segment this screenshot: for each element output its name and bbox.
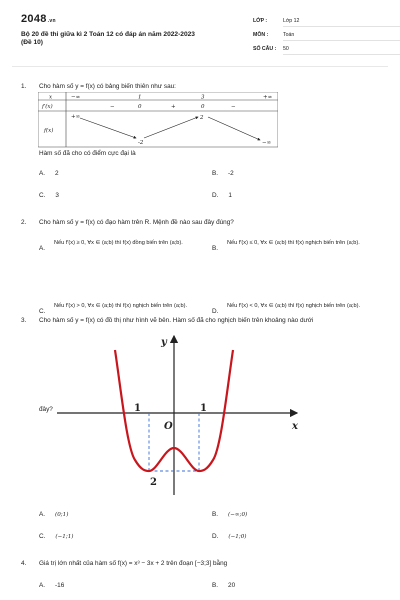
meta-class-value: Lớp 12 [283, 18, 300, 24]
q1-table-f-label: f(x) [44, 128, 54, 134]
q4-option-a-letter: A. [39, 582, 46, 589]
q3-neg-one-label: 1 [134, 403, 141, 414]
q1-table-sign-2: + [171, 104, 176, 110]
q3-x-label: x [292, 421, 298, 432]
meta-subject-underline [283, 40, 400, 41]
meta-class-underline [283, 26, 400, 27]
q1-table-f-neg-inf: −∞ [262, 140, 272, 146]
q4-option-a-text: -16 [55, 582, 65, 589]
q1-table-x-1: 1 [138, 94, 142, 101]
meta-count [253, 46, 289, 52]
q3-option-a-letter: A. [39, 511, 46, 518]
q3-number: 3. [21, 317, 27, 324]
q1-table-sign-3: − [231, 104, 236, 110]
q1-table-f-min: -2 [138, 140, 144, 146]
q2-option-d-letter: D. [212, 308, 219, 315]
meta-class-label: LỚP : [253, 18, 268, 24]
q3-text: Cho hàm số y = f(x) có đồ thị như hình vẽ bên. Hàm số đã cho nghịch biến trên khoảng nào dưới [39, 317, 314, 324]
q1-option-d-text: 1 [228, 192, 232, 199]
logo-main: 2048 [21, 13, 47, 25]
q2-option-d[interactable]: Nếu f′(x) < 0, ∀x ∈ (a;b) thì f(x) nghịch biến trên (a;b). [227, 303, 361, 309]
q4-option-b-letter: B. [212, 582, 219, 589]
q4-option-b[interactable] [212, 582, 235, 589]
q2-option-c[interactable]: Nếu f′(x) > 0, ∀x ∈ (a;b) thì f(x) nghịch biến trên (a;b). [54, 303, 188, 309]
q1-table-f-pos-inf: +∞ [71, 114, 81, 120]
q2-option-b-letter: B. [212, 245, 219, 252]
q1-table-fprime-label: f′(x) [42, 104, 53, 110]
q1-arrow-down-1 [80, 118, 136, 138]
q3-option-c-text: (−1;1) [55, 534, 74, 540]
meta-count-label: SỐ CÂU : [253, 46, 277, 52]
q3-option-a-text: (0;1) [55, 512, 69, 518]
q4-option-b-text: 20 [228, 582, 236, 589]
q4-option-a[interactable] [39, 582, 64, 589]
q1-option-b[interactable] [212, 170, 234, 177]
q1-option-a-letter: A. [39, 170, 46, 177]
q1-table-x-3: 3 [201, 94, 205, 101]
q1-option-c-text: 3 [55, 192, 59, 199]
q3-option-a[interactable] [39, 511, 68, 518]
q1-option-b-letter: B. [212, 170, 219, 177]
q2-option-b[interactable]: Nếu f′(x) ≤ 0, ∀x ∈ (a;b) thì f(x) nghịch biến trên (a;b). [227, 240, 360, 246]
q1-option-c-letter: C. [39, 192, 46, 199]
q3-option-d-letter: D. [212, 533, 219, 540]
q1-table-zero-2: 0 [201, 104, 205, 110]
meta-class [253, 18, 299, 24]
q4-number: 4. [21, 560, 27, 567]
q3-min-label: 2 [150, 477, 157, 488]
q1-option-d[interactable] [212, 192, 232, 199]
q3-option-b-letter: B. [212, 511, 219, 518]
q3-graph [57, 330, 307, 498]
q2-option-a[interactable]: Nếu f′(x) ≥ 0, ∀x ∈ (a;b) thì f(x) đồng biến trên (a;b). [54, 240, 183, 246]
q2-number: 2. [21, 219, 27, 226]
site-logo[interactable] [21, 13, 56, 25]
q1-arrow-up [144, 117, 198, 138]
q1-variation-table [38, 92, 278, 148]
q1-option-a[interactable] [39, 170, 59, 177]
meta-count-value: 50 [283, 46, 289, 52]
q1-question: Hàm số đã cho có điểm cực đại là [39, 150, 136, 157]
q1-option-d-letter: D. [212, 192, 219, 199]
q1-text: Cho hàm số y = f(x) có bảng biến thiên như sau: [39, 83, 176, 90]
q1-arrow-down-2 [208, 117, 260, 140]
meta-subject-value: Toán [283, 32, 295, 38]
q4-text: Giá trị lớn nhất của hàm số f(x) = x³ − 3x + 2 trên đoạn [−3;3] bằng [39, 560, 228, 567]
q1-table-f-max: 2 [200, 115, 204, 121]
logo-suffix: .vn [47, 18, 56, 24]
q2-option-c-letter: C. [39, 308, 46, 315]
q2-option-a-letter: A. [39, 245, 46, 252]
q1-table-x-label: x [49, 94, 53, 101]
exam-title-line2: (Đề 10) [21, 39, 43, 46]
exam-title [21, 31, 195, 47]
header-divider [12, 66, 388, 67]
meta-subject [253, 32, 294, 38]
q1-table-x-pos-inf: +∞ [263, 94, 273, 101]
q3-pos-one-label: 1 [200, 403, 207, 414]
q1-table-x-neg-inf: −∞ [71, 94, 81, 101]
q3-option-c-letter: C. [39, 533, 46, 540]
q1-option-c[interactable] [39, 192, 59, 199]
q1-number: 1. [21, 83, 27, 90]
q3-option-b-text: (−∞;0) [228, 512, 248, 518]
q1-table-sign-1: − [110, 104, 115, 110]
q1-table-zero-1: 0 [138, 104, 142, 110]
q1-option-a-text: 2 [55, 170, 59, 177]
exam-title-line1: Bộ 20 đề thi giữa kì 2 Toán 12 có đáp án năm 2022-2023 [21, 31, 195, 38]
q3-trailing: đây? [39, 406, 53, 413]
q3-option-d-text: (−1;0) [228, 534, 247, 540]
meta-subject-label: MÔN : [253, 32, 269, 38]
q3-origin-label: O [164, 421, 173, 432]
q3-option-c[interactable] [39, 533, 73, 540]
q3-option-d[interactable] [212, 533, 246, 540]
q3-option-b[interactable] [212, 511, 247, 518]
q3-y-label: y [161, 337, 167, 348]
meta-count-underline [283, 54, 400, 55]
q1-option-b-text: -2 [228, 170, 234, 177]
q2-text: Cho hàm số y = f(x) có đạo hàm trên R. Mệnh đề nào sau đây đúng? [39, 219, 234, 226]
